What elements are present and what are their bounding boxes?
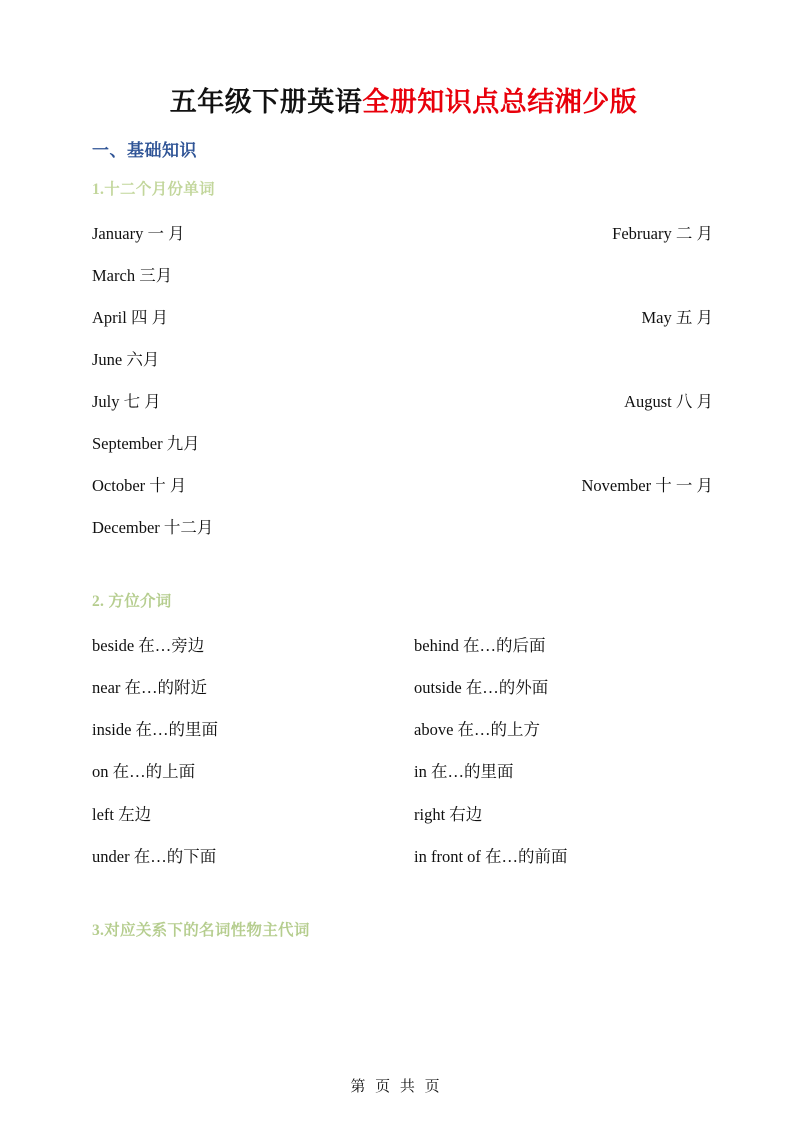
page-footer: 第 页 共 页 [350,1079,443,1095]
preposition-row [92,836,715,878]
month-entry [422,423,715,465]
month-entry [422,255,715,297]
month-entry: October 十 月 [92,476,187,496]
months-row [92,465,715,507]
subsection-heading-prepositions: 2. 方位介词 [92,593,172,611]
spacer [92,549,715,589]
preposition-entry: on 在…的上面 [92,762,196,782]
preposition-entry: left 左边 [92,804,152,824]
months-row [92,423,715,465]
subsection-heading-months: 1.十二个月份单词 [92,180,215,198]
section-heading-basics: 一、基础知识 [92,140,197,160]
preposition-entry: inside 在…的里面 [92,720,219,740]
prepositions-list [92,625,715,877]
preposition-row [92,709,715,751]
spacer [92,878,715,918]
month-entry: January 一 月 [92,223,185,243]
page-title-part1: 五年级下册英语 [169,87,363,117]
preposition-entry: in front of 在…的前面 [414,846,568,866]
page-title [92,86,715,120]
months-row [92,381,715,423]
preposition-entry: right 右边 [414,804,483,824]
month-entry: August 八 月 [624,392,713,411]
months-row [92,339,715,381]
month-entry: March 三月 [92,265,173,285]
month-entry: February 二 月 [612,223,713,243]
preposition-row [92,794,715,836]
preposition-entry: outside 在…的外面 [414,678,549,698]
months-list [92,213,715,550]
month-entry: May 五 月 [641,307,713,327]
month-entry: December 十二月 [92,518,214,538]
preposition-entry: near 在…的附近 [92,678,208,698]
preposition-entry: behind 在…的后面 [414,636,546,656]
month-entry: July 七 月 [92,392,161,411]
preposition-row [92,667,715,709]
months-row [92,507,715,549]
preposition-entry: beside 在…旁边 [92,636,205,656]
months-row [92,255,715,297]
month-entry: April 四 月 [92,307,169,327]
preposition-entry: above 在…的上方 [414,720,541,740]
month-entry: June 六月 [92,349,160,369]
preposition-entry: under 在…的下面 [92,846,217,866]
month-entry: September 九月 [92,434,200,454]
page-title-part2: 全册知识点总结湘少版 [362,87,638,117]
preposition-entry: in 在…的里面 [414,762,514,782]
subsection-heading-possessive-pronouns: 3.对应关系下的名词性物主代词 [92,921,310,939]
preposition-row [92,625,715,667]
month-entry: November 十 一 月 [581,476,713,496]
preposition-row [92,751,715,793]
months-row [92,297,715,339]
months-row [92,213,715,255]
month-entry [422,507,715,549]
month-entry [422,339,715,381]
